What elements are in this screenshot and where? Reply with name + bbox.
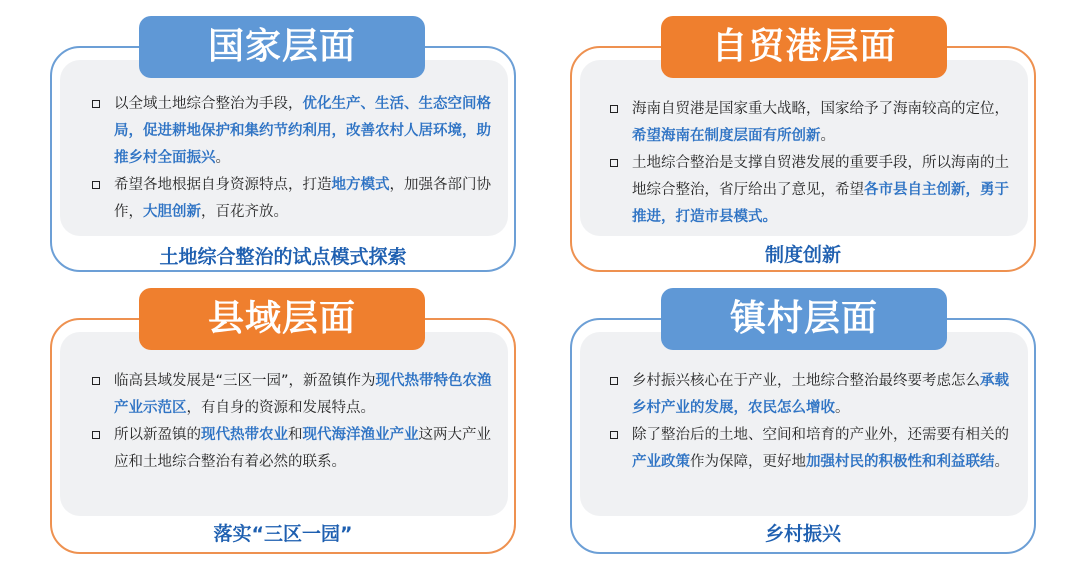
panel-ftp-bullet-2 xyxy=(610,150,1010,231)
highlight-text: 产业政策 xyxy=(632,454,690,470)
bullet-text: 作为保障，更好地 xyxy=(690,454,806,470)
bullet-text: 。 xyxy=(835,400,850,416)
bullet-square-icon xyxy=(92,431,100,439)
panel-township-bullet-1 xyxy=(610,368,1010,422)
highlight-text: 加强村民的积极性和利益联结 xyxy=(806,454,995,470)
panel-county-bullet-1 xyxy=(92,368,492,422)
panel-ftp-title: 自贸港层面 xyxy=(661,16,947,78)
panel-ftp-footer: 制度创新 xyxy=(764,244,841,266)
bullet-square-icon xyxy=(610,431,618,439)
bullet-text: 临高县域发展是“三区一园”，新盈镇作为 xyxy=(114,373,376,389)
bullet-text: 乡村振兴核心在于产业，土地综合整治最终要考虑怎么 xyxy=(632,373,980,389)
bullet-square-icon xyxy=(92,377,100,385)
bullet-text: 海南自贸港是国家重大战略，国家给予了海南较高的定位， xyxy=(632,101,1009,117)
bullet-text: ，百花齐放。 xyxy=(201,204,288,220)
highlight-text: 现代热带特色农渔产业示范区 xyxy=(114,373,492,416)
panel-county-bullet-2 xyxy=(92,422,492,476)
bullet-text: ，加强各部门协作， xyxy=(114,177,491,220)
bullet-text: 这两大产业应和土地综合整治有着必然的联系。 xyxy=(114,427,491,470)
bullet-square-icon xyxy=(610,377,618,385)
highlight-text: 优化生产、生活、生态空间格局，促进耕地保护和集约节约利用，改善农村人居环境，助推乡村全面振兴 xyxy=(114,96,491,166)
highlight-text: 现代热带农业 xyxy=(201,427,288,443)
bullet-text: ，有自身的资源和发展特点。 xyxy=(186,400,375,416)
bullet-text: 土地综合整治是支撑自贸港发展的重要手段，所以海南的土地综合整治，省厅给出了意见，希望 xyxy=(632,155,1009,198)
highlight-text: 现代海洋渔业产业 xyxy=(302,427,419,443)
panel-county-title: 县域层面 xyxy=(139,288,425,350)
bullet-square-icon xyxy=(92,181,100,189)
panel-national-title: 国家层面 xyxy=(139,16,425,78)
highlight-text: 地方模式 xyxy=(331,177,390,193)
bullet-square-icon xyxy=(610,159,618,167)
panel-township-title: 镇村层面 xyxy=(661,288,947,350)
bullet-text: 。 xyxy=(215,150,230,166)
highlight-text: 大胆创新 xyxy=(143,204,201,220)
panel-township-footer: 乡村振兴 xyxy=(764,523,841,545)
panel-ftp-bullet-1 xyxy=(610,96,1010,150)
bullet-text: 除了整治后的土地、空间和培育的产业外，还需要有相关的 xyxy=(632,427,1009,443)
panel-county-footer: 落实“三区一园” xyxy=(213,523,353,545)
panel-national-footer: 土地综合整治的试点模式探索 xyxy=(159,246,407,268)
highlight-text: 希望海南在制度层面有所创新 xyxy=(632,128,821,144)
bullet-text: 。 xyxy=(820,128,835,144)
bullet-square-icon xyxy=(610,105,618,113)
bullet-text: 以全域土地综合整治为手段， xyxy=(114,96,303,112)
panel-township-bullet-2 xyxy=(610,422,1010,476)
bullet-text: 和 xyxy=(288,427,303,443)
highlight-text: 承载乡村产业的发展，农民怎么增收 xyxy=(632,373,1009,416)
panel-national-bullet-2 xyxy=(92,172,492,226)
highlight-text: 各市县自主创新，勇于推进，打造市县模式。 xyxy=(632,182,1009,225)
bullet-text: 。 xyxy=(994,454,1009,470)
bullet-text: 希望各地根据自身资源特点，打造 xyxy=(114,177,332,193)
panel-national-bullet-1 xyxy=(92,91,492,172)
bullet-square-icon xyxy=(92,100,100,108)
bullet-text: 所以新盈镇的 xyxy=(114,427,201,443)
